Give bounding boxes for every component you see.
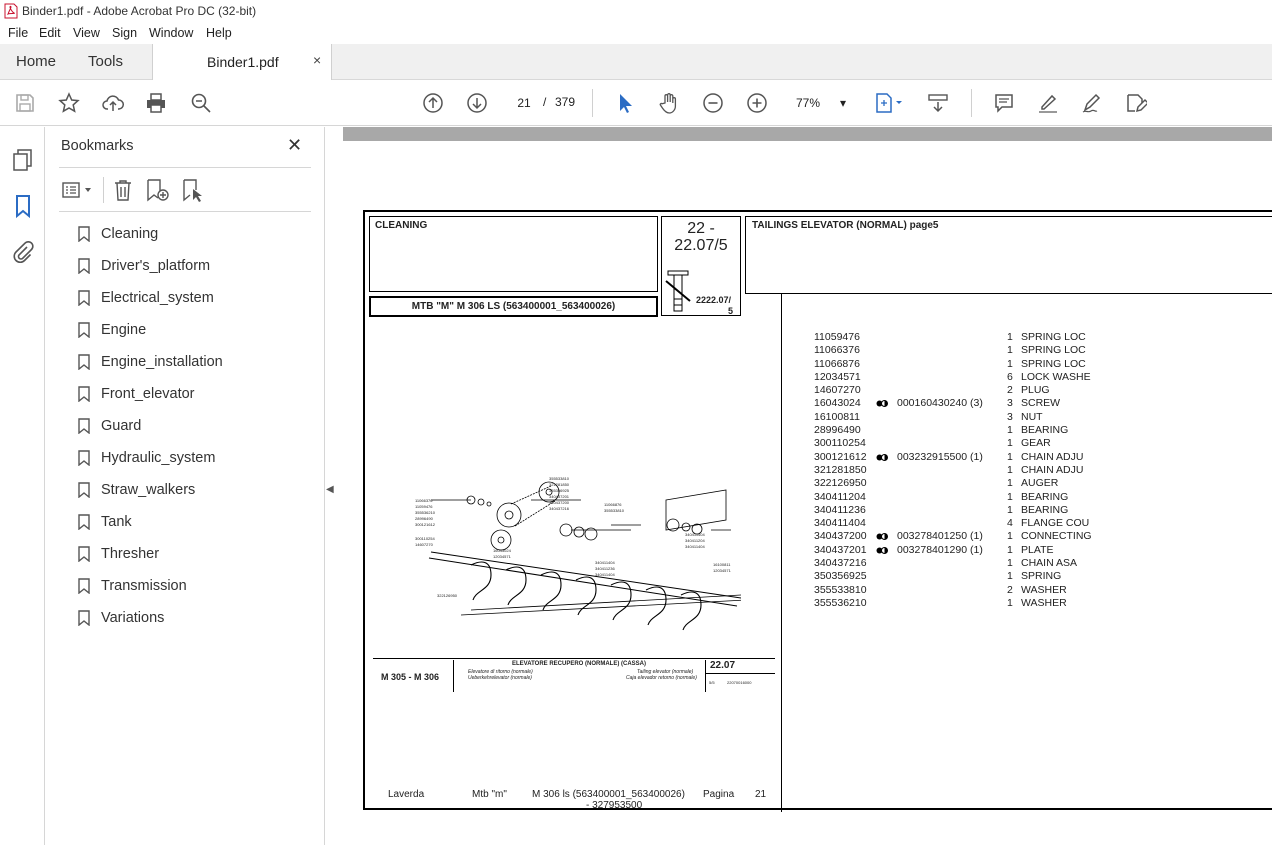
part-description: AUGER [1021,477,1059,490]
callout: 28996490 [415,516,433,521]
callout: 355533810 [549,476,570,481]
highlight-pen-icon[interactable] [1036,91,1060,115]
part-description: BEARING [1021,490,1069,503]
callout: 12034571 [713,568,731,573]
part-code: 28996490 [814,424,861,437]
previous-page-icon[interactable] [421,91,445,115]
bookmarks-panel [45,127,325,845]
toolbar-divider [103,177,104,203]
callout: 11066376 [415,498,433,503]
bookmark-item[interactable] [78,286,214,310]
part-code: 11059476 [814,331,860,343]
part-qty: 1 [1007,503,1013,516]
page-heading: TAILINGS ELEVATOR (NORMAL) page5 [752,220,939,231]
menu-help[interactable]: Help [206,26,232,40]
callouts-lower [415,536,615,578]
bookmark-label: Straw_walkers [101,482,196,498]
divider [59,167,311,168]
tab-home[interactable]: Home [16,53,57,70]
callout: 340411204 [685,538,705,543]
bookmark-item[interactable] [78,222,158,246]
bookmark-item[interactable] [78,542,159,566]
hand-tool-icon[interactable] [657,91,681,115]
callouts-right [685,532,731,574]
callouts-top [549,476,569,512]
part-description: PLATE [1021,543,1054,556]
menu-sign[interactable]: Sign [112,26,138,40]
part-qty: 1 [1007,463,1013,476]
bookmark-item[interactable] [78,510,132,534]
part-code: 300121612 [814,450,867,463]
star-icon[interactable] [57,91,81,115]
part-qty: 4 [1007,517,1013,530]
acrobat-icon [4,3,18,19]
search-zoom-icon[interactable] [189,91,213,115]
print-icon[interactable] [144,91,168,115]
model-title: MTB "M" M 306 LS (563400001_563400026) [411,301,616,312]
divider [59,211,311,212]
part-description: CHAIN ADJU [1021,463,1084,476]
page-gap [343,127,1272,141]
bookmark-icon [78,514,90,530]
part-code: 14607270 [814,384,861,397]
callouts-left [415,498,435,528]
callout: 11066876 [604,502,622,507]
bookmark-panel-icon[interactable] [10,193,36,219]
bookmark-item[interactable] [78,254,210,278]
figure-caption-en: Tailing elevator (normale) [637,669,694,675]
zoom-in-icon[interactable] [745,91,769,115]
part-qty: 1 [1007,357,1013,370]
part-qty: 3 [1007,397,1013,410]
caption-divider [705,660,706,692]
bookmark-item[interactable] [78,414,141,438]
part-qty: 1 [1007,344,1013,357]
menu-window[interactable]: Window [149,26,194,40]
figure-models: M 305 - M 306 [381,672,440,682]
callouts-mid [604,502,624,514]
part-description: WASHER [1021,583,1067,596]
options-menu-icon[interactable] [61,178,95,202]
callout: 340411236 [595,566,615,571]
substitution-icon [876,547,888,554]
bookmark-icon [78,610,90,626]
part-code: 355533810 [814,583,867,596]
bookmark-label: Cleaning [101,226,159,242]
part-code: 321281850 [814,463,867,476]
part-description: FLANGE COU [1021,517,1090,530]
ref-line1: 22 - [687,220,715,237]
callout: 14607270 [415,542,433,547]
ref-line2: 22.07/5 [674,237,728,254]
part-description: CONNECTING [1021,530,1092,543]
tab-document-label: Binder1.pdf [207,54,279,70]
part-description: NUT [1021,410,1043,423]
title-box [745,216,1272,294]
bookmark-item[interactable] [78,350,223,374]
footer-brand: Laverda [388,789,425,800]
toolbar-divider [592,89,593,117]
part-qty: 2 [1007,384,1013,397]
bookmark-icon [78,354,90,370]
part-description: SCREW [1021,397,1061,410]
caption-divider [453,660,454,692]
bookmark-icon [78,578,90,594]
part-code: 355536210 [814,596,867,609]
section-title: CLEANING [375,220,428,231]
callout-auger: 322126950 [437,593,458,598]
figure-caption: ELEVATORE RECUPERO (NORMALE) (CASSA) [512,661,647,667]
part-description: BEARING [1021,503,1069,516]
substitution-icon [876,533,888,540]
scroll-mode-icon[interactable] [926,91,950,115]
callout: 340437200 [549,500,570,505]
part-code: 340437200 [814,530,867,543]
menu-file[interactable]: File [8,26,29,40]
bookmark-icon [78,418,90,434]
part-code: 11066376 [814,344,860,357]
callout: 340437216 [549,506,570,511]
bookmark-label: Variations [101,610,165,626]
part-alt-code: 003278401250 (1) [897,530,983,543]
bookmark-icon [78,386,90,402]
cloud-upload-icon[interactable] [101,91,125,115]
part-qty: 1 [1007,543,1013,556]
callout: 340437201 [549,494,570,499]
menu-view[interactable]: View [73,26,100,40]
callout: 16043024 [493,548,511,553]
ref-box [661,216,741,316]
ref-number [662,220,740,254]
part-alt-code: 003232915500 (1) [897,450,983,463]
bookmark-item[interactable] [78,574,187,598]
part-description: WASHER [1021,596,1067,609]
callout: 340411404 [595,560,615,565]
page-thumbnails-icon[interactable] [10,147,36,173]
new-bookmark-icon[interactable] [144,178,170,202]
bookmark-icon [78,450,90,466]
collapse-panel-icon[interactable]: ◀ [326,484,334,495]
comment-icon[interactable] [992,91,1016,115]
left-rail [0,127,45,845]
bookmark-label: Electrical_system [101,290,214,306]
bookmark-label: Transmission [101,578,187,594]
part-code: 300110254 [814,437,866,450]
menu-edit[interactable]: Edit [39,26,61,40]
bookmark-label: Engine [101,322,147,338]
section-box [369,216,658,292]
document-viewport[interactable] [343,127,1272,845]
callout: 300121612 [415,522,436,527]
callout: 12034571 [493,554,511,559]
part-qty: 6 [1007,370,1013,383]
part-code: 340437216 [814,557,867,570]
part-qty: 1 [1007,477,1013,490]
footer-page-number: 21 [755,789,767,800]
substitution-icon [876,454,888,461]
figure-page: 5/5 [709,680,715,685]
bookmarks-title: Bookmarks [61,138,134,154]
part-thumbnail-icon [664,269,694,315]
part-code: 11066876 [814,357,860,370]
bookmark-label: Driver's_platform [101,258,211,274]
substitution-icon [876,400,888,407]
part-qty: 1 [1007,490,1013,503]
figure-code: 22070016000 [727,680,752,685]
callout: 355533810 [604,508,625,513]
toolbar [0,80,1272,126]
callout: 16100811 [713,562,731,567]
part-code: 322126950 [814,477,867,490]
footer-line: Mtb "m" [472,789,507,800]
select-cursor-icon[interactable] [613,91,637,115]
bookmark-icon [78,226,90,242]
part-qty: 3 [1007,410,1013,423]
menu-bar [0,22,1272,44]
part-alt-code: 000160430240 (3) [897,397,983,410]
callout: 11059476 [415,504,433,509]
bookmark-label: Front_elevator [101,386,195,402]
bookmark-item[interactable] [78,382,195,406]
zoom-out-icon[interactable] [701,91,725,115]
part-code: 340411204 [814,490,866,503]
bookmark-icon [78,322,90,338]
part-qty: 1 [1007,424,1013,437]
part-code: 340437201 [814,543,867,556]
save-icon[interactable] [13,91,37,115]
fit-page-icon[interactable] [872,91,906,115]
sign-pen-icon[interactable] [1080,91,1104,115]
bookmark-from-selection-icon[interactable] [180,178,206,202]
bookmark-item[interactable] [78,478,195,502]
tab-tools[interactable]: Tools [88,53,124,70]
part-code: 16043024 [814,397,861,410]
ref-small-page: 5 [728,306,734,316]
part-description: SPRING LOC [1021,357,1086,370]
toolbar-divider [971,89,972,117]
callout: 340411404 [595,572,615,577]
zoom-select[interactable] [786,91,850,115]
chevron-down-icon: ▾ [839,96,846,110]
close-icon[interactable]: ✕ [287,135,303,155]
tab-document[interactable] [152,44,332,81]
part-description: SPRING LOC [1021,331,1086,343]
part-description: PLUG [1021,384,1050,397]
close-tab-icon[interactable]: × [313,52,322,68]
part-qty: 1 [1007,530,1013,543]
bookmark-label: Engine_installation [101,354,223,370]
part-description: SPRING LOC [1021,344,1086,357]
ref-small: 2222.07/ [696,295,732,305]
callout: 340411404 [685,532,705,537]
model-box [369,296,658,317]
callout: 321281850 [549,482,570,487]
caption-rule [373,658,775,659]
part-qty: 1 [1007,570,1013,583]
part-code: 12034571 [814,370,861,383]
attachment-icon[interactable] [10,239,36,265]
part-qty: 1 [1007,331,1013,343]
part-code: 16100811 [814,410,860,423]
tab-bar [0,44,1272,80]
zoom-value: 77% [796,96,821,110]
footer-model: M 306 ls (563400001_563400026) [532,789,685,800]
part-code: 340411404 [814,517,866,530]
pdf-page [363,210,1272,810]
fill-sign-icon[interactable] [1124,91,1148,115]
part-qty: 1 [1007,596,1013,609]
bookmark-icon [78,258,90,274]
part-qty: 1 [1007,450,1013,463]
part-alt-code: 003278401290 (1) [897,543,983,556]
part-description: LOCK WASHE [1021,370,1091,383]
page-total: 379 [555,95,576,109]
part-code: 340411236 [814,503,866,516]
bookmark-icon [78,290,90,306]
title-bar [0,0,1272,22]
figure-caption-it: Elevatore di ritorno (normale) [468,669,533,675]
bookmark-item[interactable] [78,318,146,342]
bookmark-item[interactable] [78,446,215,470]
figure-caption-es: Caja elevador retorno (normale) [626,675,697,681]
column-divider [781,294,782,812]
page-separator: / [543,95,547,109]
part-qty: 2 [1007,583,1013,596]
callout: 300110254 [415,536,435,541]
part-code: 350356925 [814,570,867,583]
window-title: Binder1.pdf - Adobe Acrobat Pro DC (32-bit) [22,4,257,18]
part-description: GEAR [1021,437,1051,450]
bookmark-label: Tank [101,514,132,530]
part-description: BEARING [1021,424,1069,437]
figure-caption-de: Ueberkehrelevator (normale) [468,675,532,681]
footer-serial: - 327953500 [586,800,643,811]
part-qty: 1 [1007,437,1013,450]
next-page-icon[interactable] [465,91,489,115]
bookmark-label: Hydraulic_system [101,450,216,466]
part-description: CHAIN ASA [1021,557,1078,570]
bookmark-label: Guard [101,418,142,434]
bookmark-item[interactable] [78,606,164,630]
delete-bookmark-icon[interactable] [110,178,136,202]
footer-page-label: Pagina [703,789,735,800]
page-number-input[interactable]: 21 [509,91,539,115]
part-qty: 1 [1007,557,1013,570]
callout: 355356925 [549,488,570,493]
figure-ref: 22.07 [710,660,736,671]
caption-rule [705,673,775,674]
bookmark-icon [78,482,90,498]
bookmark-label: Thresher [101,546,160,562]
callout: 340411404 [685,544,705,549]
callout: 355536210 [415,510,436,515]
part-description: CHAIN ADJU [1021,450,1084,463]
bookmark-icon [78,546,90,562]
part-description: SPRING [1021,570,1062,583]
